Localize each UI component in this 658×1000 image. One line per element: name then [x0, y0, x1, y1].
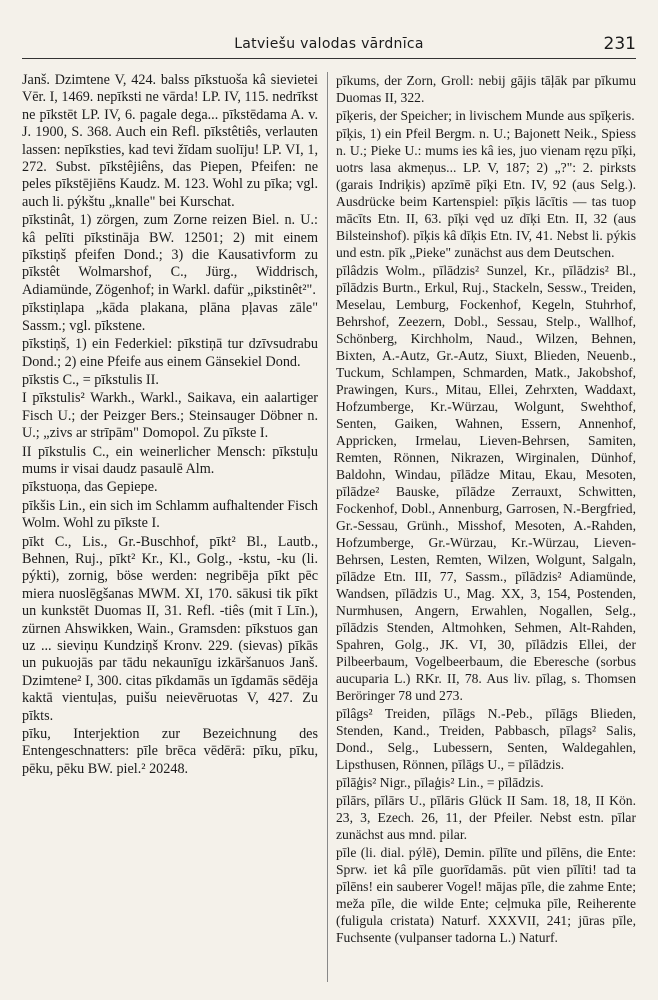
dictionary-entry: pīkstis C., = pīkstulis II.	[22, 371, 159, 388]
dictionary-entry: pīkstinât, 1) zörgen, zum Zorne reizen Biel. n. U.: kâ pelīti pīkstināja BW. 12501; 2) mit einem pīkstiņš pfeifen Dond.; 3) die Kausativform zu pīkstêt Wolmarshof, C., Jürg., Widdrisch, Adiamünde, Zögenhof; in Warkl. dafür „pikstinêt²".	[22, 212, 318, 298]
dictionary-entry: pīķis, 1) ein Pfeil Bergm. n. U.; Bajonett Neik., Spiess n. U.; Pieke U.: mums ies kâ ies, juo vienam ręzu pīķi, uotrs lasa akmeņus... LP. V, 187; 2) „?": 2. pirksts (garais Indriķis) apzīmē pīķi Etn. IV, 92 (aus Selg.). Ausdrücke beim Kartenspiel: pīķis lācītis — tas tuop mācīts Etn. II, 63. pīķi vęd uz dīķi Etn. II, 32 (aus Bilsteinshof). pīķis kâ dīķis Etn. IV, 41. Nebst li. pýkis und estn. pīk „Pieke" zunächst aus dem Deutschen.	[336, 126, 636, 260]
dictionary-entry: pīkt C., Lis., Gr.-Buschhof, pīkt² Bl., Lautb., Behnen, Ruj., pīkt² Kr., Kl., Golg., -kstu, -ku (li. pýkti), zornig, böse werden: negribēja pīkt pēc miera nuoslēgšanas MWM. XI, 170. sākusi tik pīkt un kunkstēt Duomas II, 31. Refl. -tiês (mit ī Līn.), zürnen Ahswikken, Wain., Gramsden: pīkstuos gan uz ... sieviņu Kundziņš Kronv. 229. (sievas) pīkās un pukuojās par tādu nekaunīgu izkāršanuos Janš. Dzimtene² I, 300. citas pīkdamās un īgdamās sēdēja kaktā vientuļas, puišu neievēruotas V, 427. Zu pīkts.	[22, 533, 318, 724]
dictionary-entry: pīlâdzis Wolm., pīlādzis² Sunzel, Kr., pīlādzis² Bl., pīlādzis Burtn., Erkul, Ruj., Stackeln, Sessw., Treiden, Meselau, Lemburg, Fockenhof, Kegeln, Stuhrhof, Behrshof, Zeezern, Dobl., Sessau, Stelp., Wallhof, Schönberg, Kirchholm, Naud., Wilzen, Behnen, Bixten, A.-Autz, Gr.-Autz, Siuxt, Blieden, Neuenb., Tuckum, Schlampen, Schmarden, Matk., Jakobshof, Prawingen, Kurs., Mitau, Ellei, Zehrxten, Waddaxt, Hofzumberge, Kr.-Würzau, Wolgunt, Swehthof, Senten, Gaiken, Wahnen, Essern, Annenhof, Appricken, Irmelau, Lieven-Behrsen, Samiten, Remten, Rönnen, Nikrazen, Wirginalen, Dünhof, Baldohn, Windau, pīlādze Mitau, Ekau, Mesoten, pīlādze² Bauske, pīlādze Zerrauxt, Schwitten, Fockenhof, Dobl., Annenburg, Garrosen, N.-Bergfried, Gr.-Sessau, Grünh., Misshof, Mesoten, A.-Rahden, Hofzumberge, Gr.-Würzau, Kr.-Würzau, Lieven-Behrsen, Lesten, Remten, Wilzen, Wolgunt, Salgaln, pīlādze Etn. III, 77, Sassm., pīlādzis² Adiamünde, Wandsen, pīlādzis U., Mag. XX, 3, 154, Postenden, Nurmhusen, Angern, Erwahlen, Nogallen, Selg., pīlādzis Stenden, Altmohken, Sehmen, Alt-Rahden, Spahren, Golg., JK. VI, 30, pīlādzis Ellei, der Pilbeerbaum, Vogelbeerbaum, die Eberesche (sorbus aucuparia L.) RKr. II, 78. Aus liv. pīlag, s. Thomsen Beröringer 78 und 273.	[336, 263, 636, 703]
dictionary-entry: II pīkstulis C., ein weinerlicher Mensch: pīkstuļu mums ir visai daudz pasaulē Alm.	[22, 443, 318, 477]
dictionary-entry: pīlâgs² Treiden, pīlāgs N.-Peb., pīlāgs Blieden, Stenden, Kand., Treiden, Pabbasch, pīlags² Salis, Dond., Selg., Lubessern, Senten, Waldegahlen, Lipsthusen, Rönnen, pīlāgs U., = pīlādzis.	[336, 706, 636, 772]
dictionary-entry: pīle (li. dial. pýlē), Demin. pīlīte und pīlēns, die Ente: Sprw. iet kâ pīle guorīdamās. pūt vien pīlīti! tad ta pīlēns! ein sauberer Vogel! mājas pīle, die zahme Ente; meža pīle, die wilde Ente; ceļmuka pīle, Reiherente (fuligula cristata) Naturf. XXXVII, 241; jūras pīle, Fuchsente (vulpanser tadorna L.) Naturf.	[336, 845, 636, 945]
left-column	[22, 72, 318, 992]
running-title: Latviešu valodas vārdnīca	[234, 36, 424, 52]
dictionary-entry: pīķeris, der Speicher; in livischem Munde aus spīķeris.	[336, 108, 635, 123]
dictionary-entry: pīku, Interjektion zur Bezeichnung des Entengeschnatters: pīle brēca vēdērā: pīku, pīku, pēku, pēku BW. piel.² 20248.	[22, 726, 318, 777]
dictionary-entry: pīlārs, pīlārs U., pīlāris Glück II Sam. 18, 18, II Kön. 23, 3, Ezech. 26, 11, der Pfeiler. Nebst estn. pīlar zunächst aus mnd. pilar.	[336, 793, 636, 842]
dictionary-entry: pīkums, der Zorn, Groll: nebij gājis tāļāk par pīkumu Duomas II, 322.	[336, 73, 636, 105]
dictionary-entry: I pīkstulis² Warkh., Warkl., Saikava, ein aalartiger Fisch U.; der Peizger Bers.; Steinsauger Döbner n. U.; „zivs ar strīpām" Domopol. Zu pīkste I.	[22, 390, 318, 442]
dictionary-entry: pīkstiņš, 1) ein Federkiel: pīkstiņā tur dzīvsudrabu Dond.; 2) eine Pfeife aus einem Gänsekiel Dond.	[22, 336, 318, 370]
page-number: 231	[603, 34, 636, 54]
dictionary-entry: pīkstuoņa, das Gepiepe.	[22, 479, 158, 496]
dictionary-entry: pīkstiņlapa „kāda plakana, plāna pļavas zāle" Sassm.; vgl. pīkstene.	[22, 300, 318, 334]
column-divider	[327, 72, 328, 982]
page-header	[22, 34, 636, 59]
dictionary-entry: Janš. Dzimtene V, 424. balss pīkstuoša kâ sievietei Vēr. I, 1469. nepīksti ne vārda! LP. IV, 115. nedrīkst ne pīkstēt LP. IV, 6. pagale dega... pīkstēdama A. v. J. 1900, S. 368. Auch ein Refl. pīkstêtiês, verlauten lassen: nepīksties, kad tevi žīdam suolīju! LP. VI, 1, 272. Subst. pīkstêjiêns, das Piepen, Pfeifen: ne peles pīkstējiēns Kaudz. M. 123. Wohl zu pīka; vgl. auch li. pýkštu „knalle" bei Kurschat.	[22, 72, 318, 210]
right-column	[336, 72, 636, 992]
dictionary-entry: pīkšis Lin., ein sich im Schlamm aufhaltender Fisch Wolm. Wohl zu pīkste I.	[22, 497, 318, 532]
dictionary-entry: pīlāģis² Nigr., pīlaģis² Lin., = pīlādzis.	[336, 775, 544, 790]
